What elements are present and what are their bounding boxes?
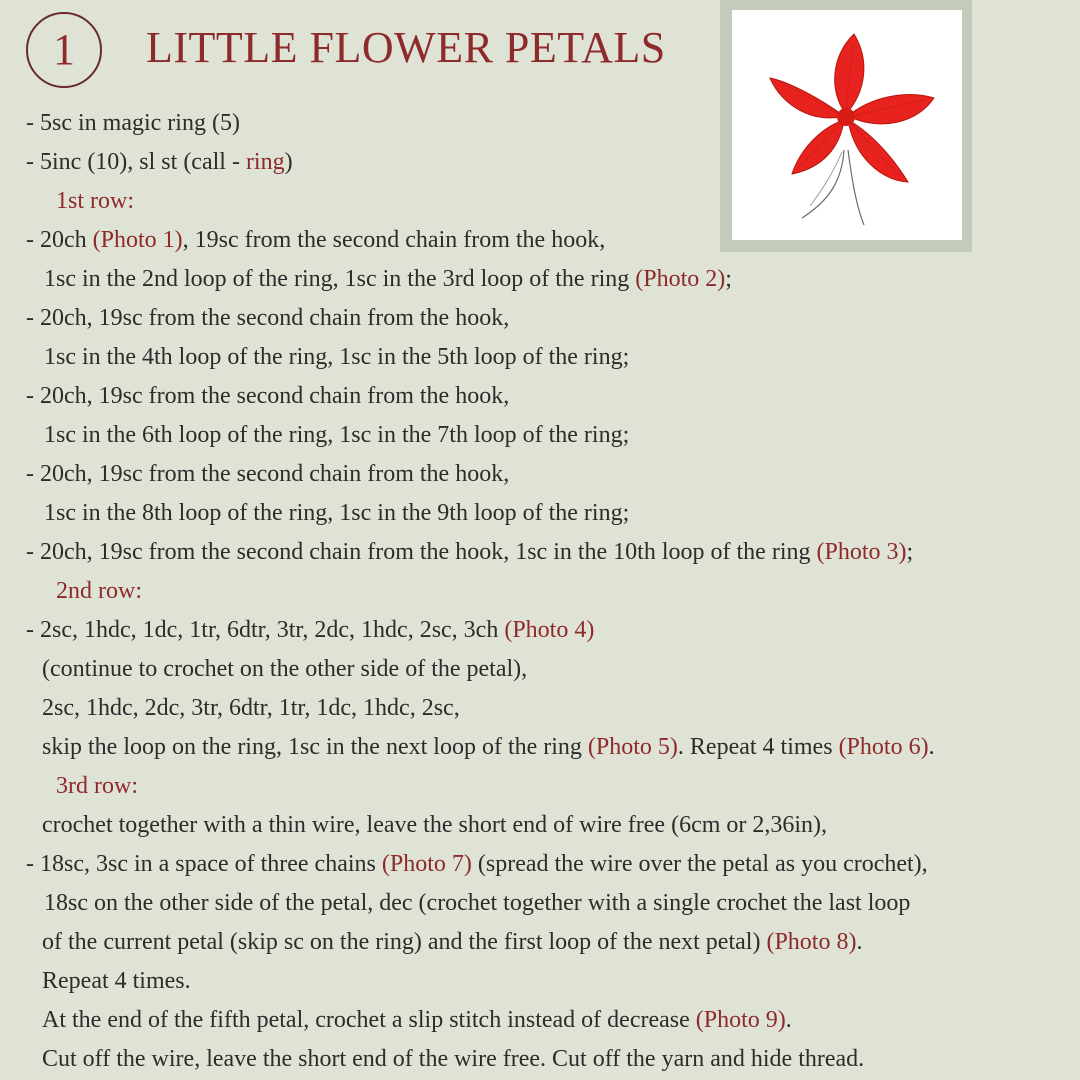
instruction-text: - 20ch	[26, 227, 93, 253]
step-number: 1	[53, 25, 75, 74]
instruction-text: crochet together with a thin wire, leave the short end of wire free (6cm or 2,36in),	[42, 812, 828, 838]
instruction-text: 18sc on the other side of the petal, dec (crochet together with a single crochet the last loop	[44, 890, 911, 916]
instruction-line	[44, 338, 629, 377]
instruction-text: - 2sc, 1hdc, 1dc, 1tr, 6dtr, 3tr, 2dc, 1hdc, 2sc, 3ch	[26, 617, 505, 643]
instruction-text: Cut off the wire, leave the short end of the wire free. Cut off the yarn and hide thread.	[42, 1046, 865, 1072]
photo-reference: (Photo 9)	[695, 1007, 786, 1033]
instruction-line	[26, 104, 240, 143]
instruction-line	[42, 650, 527, 689]
instruction-line	[56, 182, 134, 221]
instruction-text: 1sc in the 6th loop of the ring, 1sc in the 7th loop of the ring;	[44, 422, 630, 448]
step-number-badge	[26, 12, 102, 88]
flower-photo	[732, 10, 962, 240]
instruction-text: 2sc, 1hdc, 2dc, 3tr, 6dtr, 1tr, 1dc, 1hdc, 2sc,	[42, 695, 460, 721]
instruction-text: , 19sc from the second chain from the hook,	[182, 227, 606, 253]
instruction-text: .	[856, 929, 863, 955]
photo-reference: (Photo 3)	[816, 539, 907, 565]
instruction-text: - 5inc (10), sl st (call -	[26, 149, 246, 175]
instruction-text: 1sc in the 8th loop of the ring, 1sc in the 9th loop of the ring;	[44, 500, 630, 526]
photo-reference: (Photo 8)	[766, 929, 857, 955]
instruction-line	[44, 416, 629, 455]
instruction-text: Repeat 4 times.	[42, 968, 191, 994]
instruction-line	[42, 806, 827, 845]
instruction-text: - 20ch, 19sc from the second chain from the hook,	[26, 461, 510, 487]
instruction-line	[42, 962, 191, 1001]
instruction-line	[56, 572, 142, 611]
instruction-line	[44, 884, 910, 923]
photo-reference: (Photo 4)	[504, 617, 595, 643]
instruction-text: .	[785, 1007, 792, 1033]
photo-frame	[720, 0, 972, 252]
photo-reference: ring	[245, 149, 285, 175]
instruction-line	[44, 494, 629, 533]
instruction-text: (spread the wire over the petal as you crochet),	[471, 851, 928, 877]
page-title: LITTLE FLOWER PETALS	[146, 23, 666, 72]
instruction-text: ;	[725, 266, 732, 292]
instruction-text: )	[284, 149, 293, 175]
instruction-text: . Repeat 4 times	[677, 734, 839, 760]
photo-reference: (Photo 2)	[635, 266, 726, 292]
instruction-line	[26, 299, 509, 338]
row-heading: 2nd row:	[56, 578, 142, 604]
instruction-text: skip the loop on the ring, 1sc in the next loop of the ring	[42, 734, 588, 760]
instruction-line	[44, 260, 732, 299]
instruction-line	[42, 923, 862, 962]
instruction-text: At the end of the fifth petal, crochet a slip stitch instead of decrease	[42, 1007, 696, 1033]
instruction-line	[42, 1001, 792, 1040]
instruction-text: - 20ch, 19sc from the second chain from the hook,	[26, 383, 510, 409]
instruction-text: 1sc in the 4th loop of the ring, 1sc in the 5th loop of the ring;	[44, 344, 630, 370]
photo-reference: (Photo 7)	[381, 851, 472, 877]
instruction-line	[56, 767, 138, 806]
instruction-line	[26, 845, 928, 884]
instruction-line	[26, 611, 594, 650]
instruction-line	[26, 377, 509, 416]
instruction-line	[26, 455, 509, 494]
instruction-text: 1sc in the 2nd loop of the ring, 1sc in the 3rd loop of the ring	[44, 266, 636, 292]
row-heading: 1st row:	[56, 188, 134, 214]
instruction-text: - 5sc in magic ring (5)	[26, 110, 240, 136]
instruction-line	[42, 689, 460, 728]
instruction-line	[26, 221, 605, 260]
instruction-line	[26, 533, 913, 572]
row-heading: 3rd row:	[56, 773, 138, 799]
instruction-text: of the current petal (skip sc on the ring) and the first loop of the next petal)	[42, 929, 767, 955]
photo-reference: (Photo 6)	[838, 734, 929, 760]
instruction-text: .	[928, 734, 935, 760]
flower-image	[732, 10, 962, 240]
instruction-text: - 18sc, 3sc in a space of three chains	[26, 851, 382, 877]
instruction-text: - 20ch, 19sc from the second chain from the hook, 1sc in the 10th loop of the ring	[26, 539, 817, 565]
instruction-text: - 20ch, 19sc from the second chain from the hook,	[26, 305, 510, 331]
instruction-line	[42, 728, 935, 767]
instruction-text: (continue to crochet on the other side of the petal),	[42, 656, 528, 682]
photo-reference: (Photo 5)	[587, 734, 678, 760]
instruction-text: ;	[906, 539, 914, 565]
instruction-line	[42, 1040, 864, 1079]
instruction-line	[26, 143, 293, 182]
photo-reference: (Photo 1)	[92, 227, 183, 253]
